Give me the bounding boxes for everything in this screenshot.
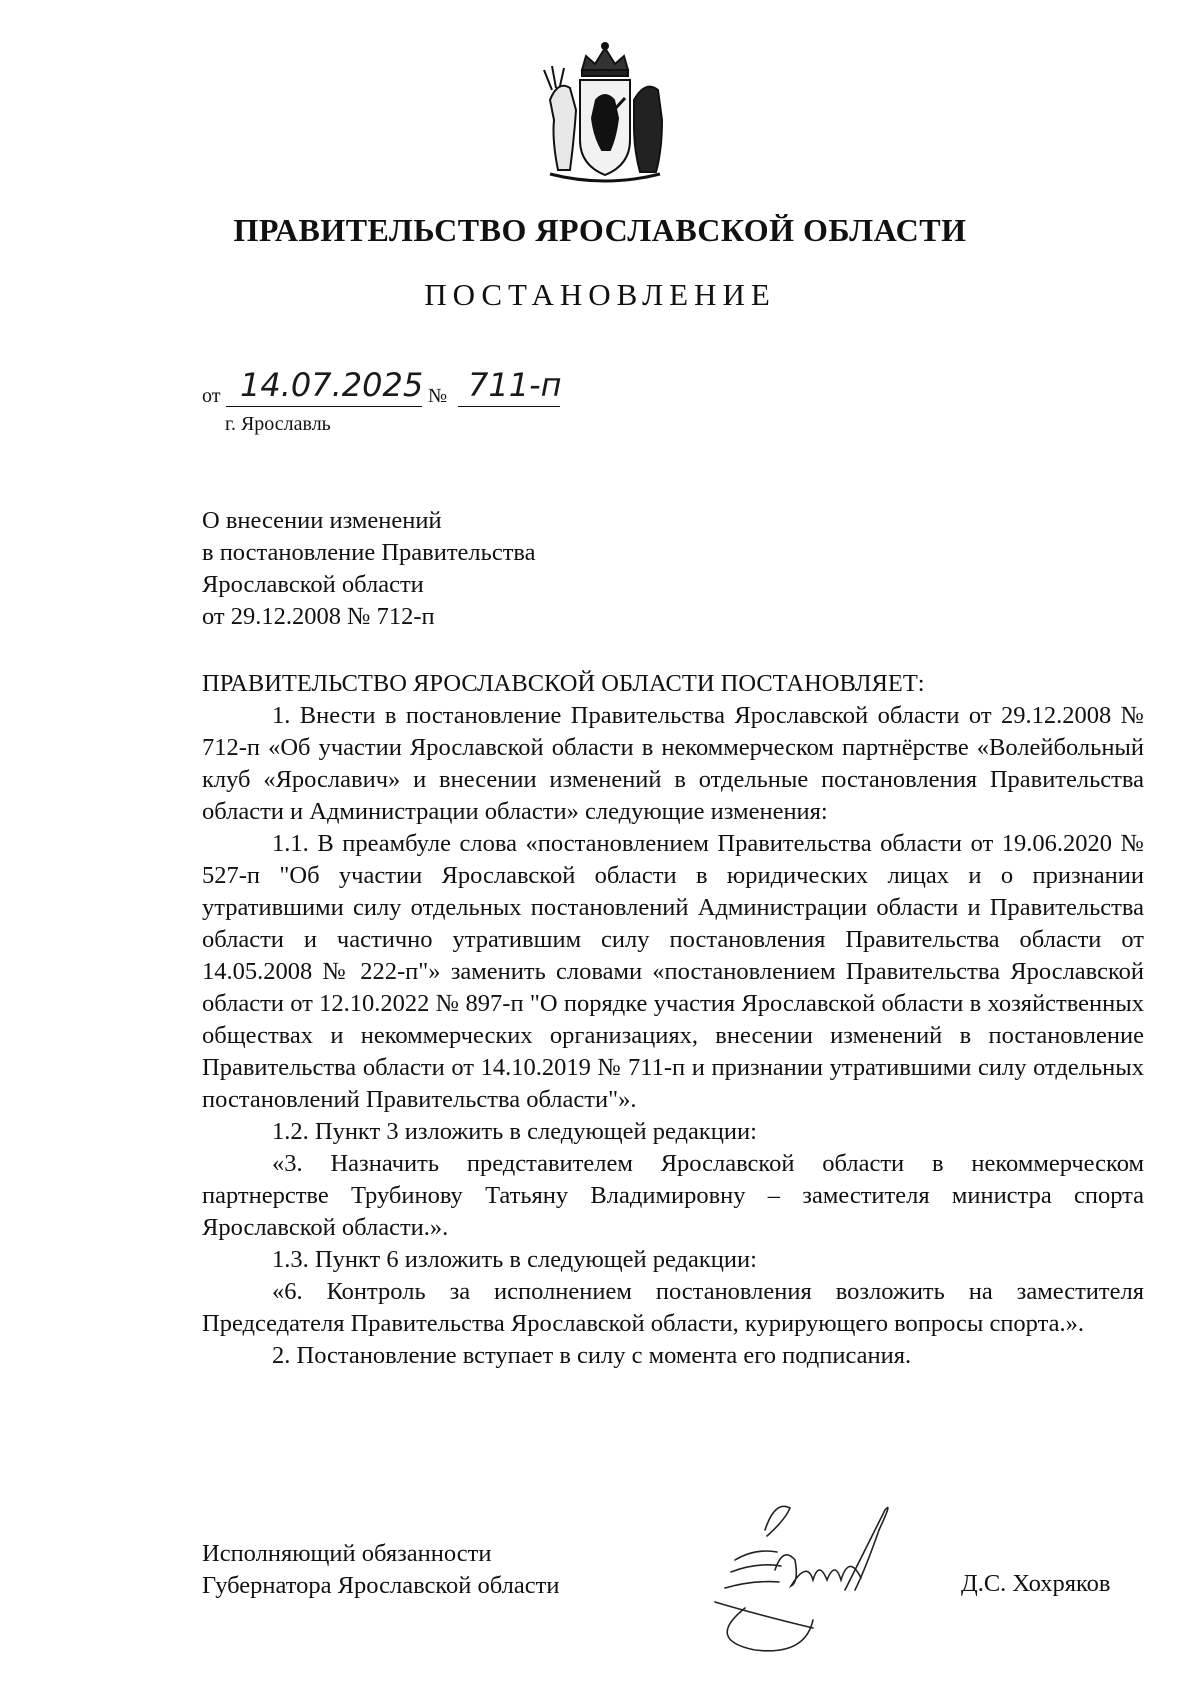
handwritten-date: 14.07.2025: [240, 366, 424, 404]
subject-line: Ярославской области: [202, 571, 424, 598]
number-prefix: №: [428, 385, 448, 407]
subject-line: в постановление Правительства: [202, 539, 536, 566]
number-underline: [458, 405, 560, 407]
document-subject: [202, 505, 536, 633]
subject-line: от 29.12.2008 № 712-п: [202, 603, 435, 630]
signer-position-line: Губернатора Ярославской области: [202, 1572, 560, 1599]
date-underline: [226, 405, 422, 407]
paragraph-1: 1. Внести в постановление Правительства Ярославской области от 29.12.2008 № 712-п «Об участии Ярославской области в некоммерческом партнёрстве «Волейбольный клуб «Ярославич» и внесении изменений в отдельные постановления Правительства области и Администрации области» следующие изменения:: [202, 702, 1144, 825]
document-type: ПОСТАНОВЛЕНИЕ: [424, 277, 776, 312]
city: г. Ярославль: [225, 413, 331, 435]
signer-position: [202, 1538, 559, 1602]
coat-of-arms-icon: [530, 40, 680, 190]
paragraph-1-3: 1.3. Пункт 6 изложить в следующей редакции:: [272, 1246, 757, 1273]
paragraph-2: 2. Постановление вступает в силу с момента его подписания.: [272, 1342, 912, 1369]
paragraph-quote-3: «3. Назначить представителем Ярославской области в некоммерческом партнерстве Трубинову Татьяну Владимировну – заместителя министра спорта Ярославской области.».: [202, 1150, 1144, 1241]
date-prefix: от: [202, 385, 221, 407]
handwritten-signature-icon: [695, 1490, 925, 1660]
signer-name: Д.С. Хохряков: [961, 1570, 1111, 1597]
signer-position-line: Исполняющий обязанности: [202, 1540, 492, 1567]
resolution-heading: ПРАВИТЕЛЬСТВО ЯРОСЛАВСКОЙ ОБЛАСТИ ПОСТАНОВЛЯЕТ:: [202, 670, 925, 697]
paragraph-1-2: 1.2. Пункт 3 изложить в следующей редакции:: [272, 1118, 757, 1145]
handwritten-number: 711-п: [468, 366, 562, 404]
subject-line: О внесении изменений: [202, 507, 442, 534]
paragraph-1-1: 1.1. В преамбуле слова «постановлением Правительства области от 19.06.2020 № 527-п "Об участии Ярославской области в юридических лицах и о признании утратившими силу отдельных постановлений Администрации области и Правительства области и частично утратившим силу постановления Правительства области от 14.05.2008 № 222-п"» заменить словами «постановлением Правительства Ярославской области от 12.10.2022 № 897-п "О порядке участия Ярославской области в хозяйственных обществах и некоммерческих организациях, внесении изменений в постановление Правительства области от 14.10.2019 № 711-п и признании утратившими силу отдельных постановлений Правительства области"».: [202, 830, 1144, 1113]
document-body: [202, 668, 1144, 1372]
paragraph-quote-6: «6. Контроль за исполнением постановления возложить на заместителя Председателя Правительства Ярославской области, курирующего вопросы спорта.».: [202, 1278, 1144, 1337]
organization-title: ПРАВИТЕЛЬСТВО ЯРОСЛАВСКОЙ ОБЛАСТИ: [233, 212, 967, 248]
